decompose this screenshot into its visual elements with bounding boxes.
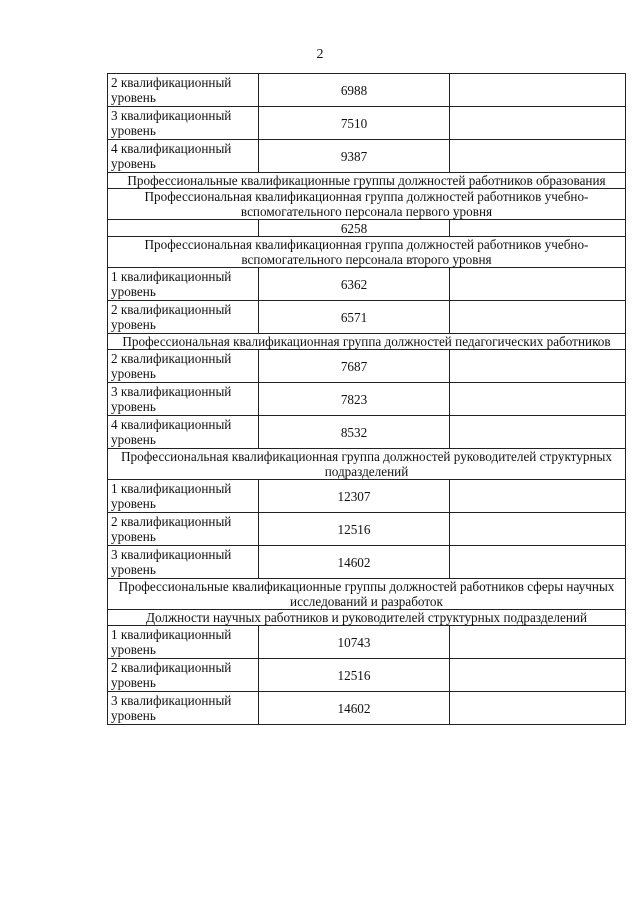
- note-cell: [450, 268, 626, 301]
- salary-value: 7510: [259, 107, 450, 140]
- group-header-row: [108, 334, 626, 350]
- group-header: Профессиональные квалификационные группы должностей работников образования: [108, 173, 626, 189]
- level-label: 3 квалификационный уровень: [108, 383, 259, 416]
- note-cell: [450, 513, 626, 546]
- level-label: 2 квалификационный уровень: [108, 301, 259, 334]
- salary-value: 6571: [259, 301, 450, 334]
- note-cell: [450, 416, 626, 449]
- group-header: Профессиональная квалификационная группа должностей руководителей структурных подразделений: [108, 449, 626, 480]
- group-header-row: [108, 610, 626, 626]
- group-header: Профессиональная квалификационная группа должностей работников учебно-вспомогательного персонала первого уровня: [108, 189, 626, 220]
- group-header-row: [108, 579, 626, 610]
- table-row: [108, 220, 626, 237]
- level-label: 2 квалификационный уровень: [108, 513, 259, 546]
- note-cell: [450, 659, 626, 692]
- group-header: Должности научных работников и руководителей структурных подразделений: [108, 610, 626, 626]
- salary-value: 12516: [259, 659, 450, 692]
- level-label: 4 квалификационный уровень: [108, 416, 259, 449]
- salary-value: 12307: [259, 480, 450, 513]
- note-cell: [450, 74, 626, 107]
- salary-value: 8532: [259, 416, 450, 449]
- salary-table: [107, 73, 626, 725]
- table-row: [108, 659, 626, 692]
- level-label: [108, 220, 259, 237]
- table-row: [108, 480, 626, 513]
- level-label: 2 квалификационный уровень: [108, 74, 259, 107]
- group-header: Профессиональные квалификационные группы должностей работников сферы научных исследований и разработок: [108, 579, 626, 610]
- level-label: 4 квалификационный уровень: [108, 140, 259, 173]
- group-header: Профессиональная квалификационная группа должностей педагогических работников: [108, 334, 626, 350]
- group-header-row: [108, 173, 626, 189]
- note-cell: [450, 220, 626, 237]
- page-number: 2: [316, 47, 324, 62]
- table-row: [108, 301, 626, 334]
- group-header-row: [108, 189, 626, 220]
- table-row: [108, 692, 626, 725]
- level-label: 1 квалификационный уровень: [108, 626, 259, 659]
- note-cell: [450, 140, 626, 173]
- group-header-row: [108, 237, 626, 268]
- note-cell: [450, 626, 626, 659]
- level-label: 2 квалификационный уровень: [108, 350, 259, 383]
- table-row: [108, 268, 626, 301]
- note-cell: [450, 350, 626, 383]
- salary-value: 7687: [259, 350, 450, 383]
- level-label: 1 квалификационный уровень: [108, 268, 259, 301]
- table-row: [108, 350, 626, 383]
- table-row: [108, 383, 626, 416]
- level-label: 3 квалификационный уровень: [108, 546, 259, 579]
- level-label: 3 квалификационный уровень: [108, 107, 259, 140]
- note-cell: [450, 301, 626, 334]
- salary-value: 14602: [259, 546, 450, 579]
- note-cell: [450, 107, 626, 140]
- table-row: [108, 107, 626, 140]
- table-row: [108, 513, 626, 546]
- group-header: Профессиональная квалификационная группа должностей работников учебно-вспомогательного персонала второго уровня: [108, 237, 626, 268]
- note-cell: [450, 480, 626, 513]
- table-row: [108, 416, 626, 449]
- table-row: [108, 626, 626, 659]
- level-label: 1 квалификационный уровень: [108, 480, 259, 513]
- note-cell: [450, 546, 626, 579]
- level-label: 3 квалификационный уровень: [108, 692, 259, 725]
- salary-value: 6258: [259, 220, 450, 237]
- note-cell: [450, 692, 626, 725]
- salary-value: 6362: [259, 268, 450, 301]
- salary-value: 9387: [259, 140, 450, 173]
- table-row: [108, 546, 626, 579]
- note-cell: [450, 383, 626, 416]
- group-header-row: [108, 449, 626, 480]
- salary-value: 7823: [259, 383, 450, 416]
- level-label: 2 квалификационный уровень: [108, 659, 259, 692]
- salary-value: 10743: [259, 626, 450, 659]
- salary-value: 14602: [259, 692, 450, 725]
- salary-value: 6988: [259, 74, 450, 107]
- table-row: [108, 140, 626, 173]
- salary-value: 12516: [259, 513, 450, 546]
- table-row: [108, 74, 626, 107]
